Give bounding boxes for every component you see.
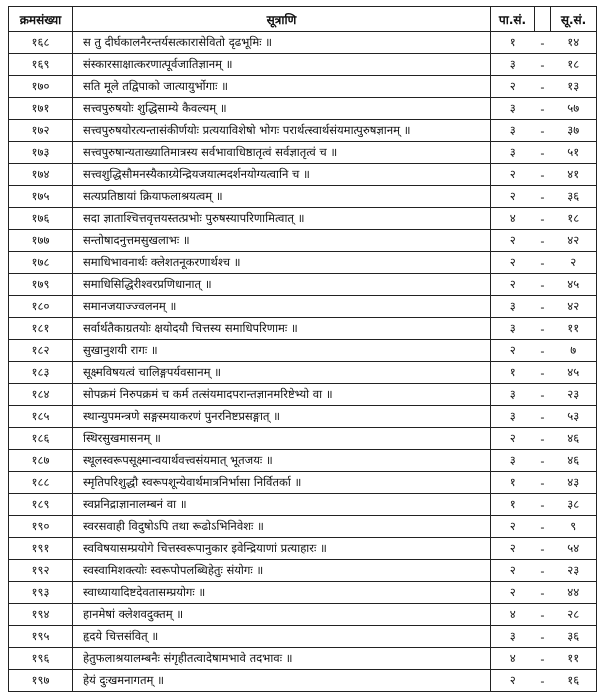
row-pada-number: ३ [491,318,535,340]
row-number: १७४ [9,164,73,186]
row-separator: - [535,362,551,384]
row-pada-number: १ [491,362,535,384]
row-separator: - [535,626,551,648]
header-sutra: सूत्राणि [73,7,491,32]
row-pada-number: १ [491,494,535,516]
row-sutra-number: ११ [551,648,597,670]
row-pada-number: १ [491,472,535,494]
row-pada-number: ३ [491,406,535,428]
table-row [9,32,597,54]
row-sutra-number: १८ [551,54,597,76]
row-separator: - [535,604,551,626]
table-row [9,340,597,362]
row-sutra: स्मृतिपरिशुद्धौ स्वरूपशून्येवार्थमात्रनिर्भासा निर्वितर्का ॥ [73,472,491,494]
row-sutra-number: ११ [551,318,597,340]
row-number: १७२ [9,120,73,142]
row-sutra: सत्यप्रतिष्ठायां क्रियाफलाश्रयत्वम् ॥ [73,186,491,208]
row-sutra: सति मूले तद्विपाको जात्यायुर्भोगाः ॥ [73,76,491,98]
row-sutra-number: ४३ [551,472,597,494]
row-number: १७० [9,76,73,98]
header-row [9,7,597,32]
row-separator: - [535,120,551,142]
row-sutra-number: २ [551,252,597,274]
row-sutra: समाधिभावनार्थः क्लेशतनूकरणार्थश्च ॥ [73,252,491,274]
row-sutra: सत्त्वशुद्धिसौमनस्यैकाग्र्येन्द्रियजयात्मदर्शनयोग्यत्वानि च ॥ [73,164,491,186]
row-separator: - [535,230,551,252]
row-number: १७९ [9,274,73,296]
row-number: १७५ [9,186,73,208]
row-number: १९५ [9,626,73,648]
row-sutra: सर्वार्थतैकाग्रतयोः क्षयोदयौ चित्तस्य समाधिपरिणामः ॥ [73,318,491,340]
row-separator: - [535,186,551,208]
row-separator: - [535,318,551,340]
row-sutra-number: ४२ [551,230,597,252]
row-number: १६८ [9,32,73,54]
header-sutra-number: सू.सं. [551,7,597,32]
table-row [9,54,597,76]
row-pada-number: ४ [491,604,535,626]
row-sutra-number: २३ [551,560,597,582]
row-separator: - [535,296,551,318]
row-pada-number: ३ [491,142,535,164]
row-separator: - [535,472,551,494]
row-sutra: स्थान्युपमन्त्रणे सङ्गस्मयाकरणं पुनरनिष्टप्रसङ्गात् ॥ [73,406,491,428]
row-sutra: स्थिरसुखमासनम् ॥ [73,428,491,450]
table-row [9,516,597,538]
row-number: १८३ [9,362,73,384]
row-number: १७७ [9,230,73,252]
row-separator: - [535,98,551,120]
row-pada-number: ४ [491,648,535,670]
row-pada-number: २ [491,230,535,252]
row-pada-number: ३ [491,296,535,318]
row-sutra: स तु दीर्घकालनैरन्तर्यसत्कारासेवितो दृढभूमिः ॥ [73,32,491,54]
row-separator: - [535,32,551,54]
row-sutra-number: ४२ [551,296,597,318]
row-pada-number: ३ [491,626,535,648]
row-sutra-number: ५४ [551,538,597,560]
table-row [9,362,597,384]
row-sutra-number: ५३ [551,406,597,428]
row-sutra-number: ४६ [551,450,597,472]
row-separator: - [535,208,551,230]
row-separator: - [535,340,551,362]
header-spacer [535,7,551,32]
row-separator: - [535,406,551,428]
row-sutra: हानमेषां क्लेशवदुक्तम् ॥ [73,604,491,626]
row-sutra: सन्तोषादनुत्तमसुखलाभः ॥ [73,230,491,252]
table-row [9,164,597,186]
row-sutra: सत्त्वपुरुषयोरत्यन्तासंकीर्णयोः प्रत्ययाविशेषो भोगः परार्थत्स्वार्थसंयमात्पुरुषज्ञानम् ॥ [73,120,491,142]
row-number: १८९ [9,494,73,516]
table-row [9,252,597,274]
header-num: क्रमसंख्या [9,7,73,32]
row-pada-number: २ [491,76,535,98]
row-sutra: सत्त्वपुरुषान्यताख्यातिमात्रस्य सर्वभावाधिष्ठातृत्वं सर्वज्ञातृत्वं च ॥ [73,142,491,164]
row-pada-number: ३ [491,54,535,76]
row-separator: - [535,274,551,296]
row-sutra-number: ३७ [551,120,597,142]
row-sutra: सदा ज्ञाताश्चित्तवृत्तयस्तत्प्रभोः पुरुषस्यापरिणामित्वात् ॥ [73,208,491,230]
row-separator: - [535,54,551,76]
table-row [9,406,597,428]
table-row [9,98,597,120]
row-pada-number: २ [491,186,535,208]
row-pada-number: ३ [491,450,535,472]
row-sutra-number: ५१ [551,142,597,164]
row-pada-number: २ [491,252,535,274]
table-row [9,208,597,230]
row-separator: - [535,142,551,164]
table-row [9,428,597,450]
row-sutra: सूक्ष्मविषयत्वं चालिङ्गपर्यवसानम् ॥ [73,362,491,384]
table-row [9,76,597,98]
row-sutra-number: १३ [551,76,597,98]
row-separator: - [535,516,551,538]
row-pada-number: ३ [491,98,535,120]
row-pada-number: ४ [491,208,535,230]
table-row [9,494,597,516]
row-sutra: स्वप्ननिद्राज्ञानालम्बनं वा ॥ [73,494,491,516]
row-sutra: स्थूलस्वरूपसूक्ष्मान्वयार्थवत्त्वसंयमात् भूतजयः ॥ [73,450,491,472]
row-separator: - [535,164,551,186]
row-number: १९६ [9,648,73,670]
row-number: १८० [9,296,73,318]
row-number: १८२ [9,340,73,362]
row-separator: - [535,494,551,516]
row-pada-number: २ [491,670,535,692]
table-row [9,472,597,494]
row-number: १८४ [9,384,73,406]
table-row [9,230,597,252]
row-separator: - [535,560,551,582]
row-pada-number: ३ [491,120,535,142]
row-sutra: स्वाध्यायादिष्टदेवतासम्प्रयोगः ॥ [73,582,491,604]
row-sutra-number: ४५ [551,362,597,384]
row-number: १७६ [9,208,73,230]
row-sutra-number: ४४ [551,582,597,604]
row-separator: - [535,670,551,692]
row-sutra-number: २८ [551,604,597,626]
row-number: १७८ [9,252,73,274]
row-separator: - [535,450,551,472]
row-sutra: सत्त्वपुरुषयोः शुद्धिसाम्ये कैवल्यम् ॥ [73,98,491,120]
row-number: १८७ [9,450,73,472]
row-sutra-number: ९ [551,516,597,538]
table-row [9,560,597,582]
row-sutra-number: ३८ [551,494,597,516]
row-pada-number: ३ [491,384,535,406]
row-separator: - [535,648,551,670]
table-row [9,626,597,648]
row-sutra: हेयं दुःखमनागतम् ॥ [73,670,491,692]
row-number: १७३ [9,142,73,164]
row-sutra-number: ३६ [551,186,597,208]
header-pada: पा.सं. [491,7,535,32]
row-sutra: संस्कारसाक्षात्करणात्पूर्वजातिज्ञानम् ॥ [73,54,491,76]
row-sutra: स्वरसवाही विदुषोऽपि तथा रूढोऽभिनिवेशः ॥ [73,516,491,538]
row-sutra-number: ४५ [551,274,597,296]
table-row [9,648,597,670]
row-pada-number: १ [491,32,535,54]
row-separator: - [535,76,551,98]
table-row [9,384,597,406]
row-number: १६९ [9,54,73,76]
row-pada-number: २ [491,274,535,296]
row-sutra-number: ४६ [551,428,597,450]
row-separator: - [535,384,551,406]
row-sutra-number: ३६ [551,626,597,648]
row-sutra: समाधिसिद्धिरीश्वरप्रणिधानात् ॥ [73,274,491,296]
row-number: १८१ [9,318,73,340]
row-number: १८६ [9,428,73,450]
row-number: १९१ [9,538,73,560]
row-number: १८५ [9,406,73,428]
table-row [9,582,597,604]
row-number: १९२ [9,560,73,582]
row-sutra: समानजयाज्ज्वलनम् ॥ [73,296,491,318]
sutra-index-table [8,6,597,692]
row-sutra-number: ४१ [551,164,597,186]
row-number: १७१ [9,98,73,120]
table-row [9,274,597,296]
row-separator: - [535,582,551,604]
row-pada-number: २ [491,582,535,604]
table-row [9,296,597,318]
table-row [9,120,597,142]
row-pada-number: २ [491,538,535,560]
row-sutra: हेतुफलाश्रयालम्बनैः संगृहीतत्वादेषामभावे तदभावः ॥ [73,648,491,670]
row-separator: - [535,428,551,450]
row-sutra-number: ७ [551,340,597,362]
row-number: १९४ [9,604,73,626]
table-row [9,186,597,208]
row-separator: - [535,538,551,560]
table-row [9,538,597,560]
row-separator: - [535,252,551,274]
row-pada-number: २ [491,164,535,186]
row-sutra-number: १४ [551,32,597,54]
table-row [9,318,597,340]
table-row [9,142,597,164]
row-number: १९० [9,516,73,538]
row-sutra-number: २३ [551,384,597,406]
row-sutra-number: १६ [551,670,597,692]
row-sutra-number: १८ [551,208,597,230]
row-number: १९७ [9,670,73,692]
row-pada-number: २ [491,340,535,362]
row-sutra: सोपक्रमं निरुपक्रमं च कर्म तत्संयमादपरान्तज्ञानमरिष्टेभ्यो वा ॥ [73,384,491,406]
row-sutra: हृदये चित्तसंवित् ॥ [73,626,491,648]
row-pada-number: २ [491,560,535,582]
row-number: १८८ [9,472,73,494]
row-sutra-number: ५७ [551,98,597,120]
row-sutra: सुखानुशयी रागः ॥ [73,340,491,362]
table-row [9,604,597,626]
table-row [9,450,597,472]
row-number: १९३ [9,582,73,604]
row-sutra: स्वस्वामिशक्त्योः स्वरूपोपलब्धिहेतुः संयोगः ॥ [73,560,491,582]
table-row [9,670,597,692]
row-pada-number: २ [491,516,535,538]
row-sutra: स्वविषयासम्प्रयोगे चित्तस्वरूपानुकार इवेन्द्रियाणां प्रत्याहारः ॥ [73,538,491,560]
table-body [9,32,597,692]
row-pada-number: २ [491,428,535,450]
